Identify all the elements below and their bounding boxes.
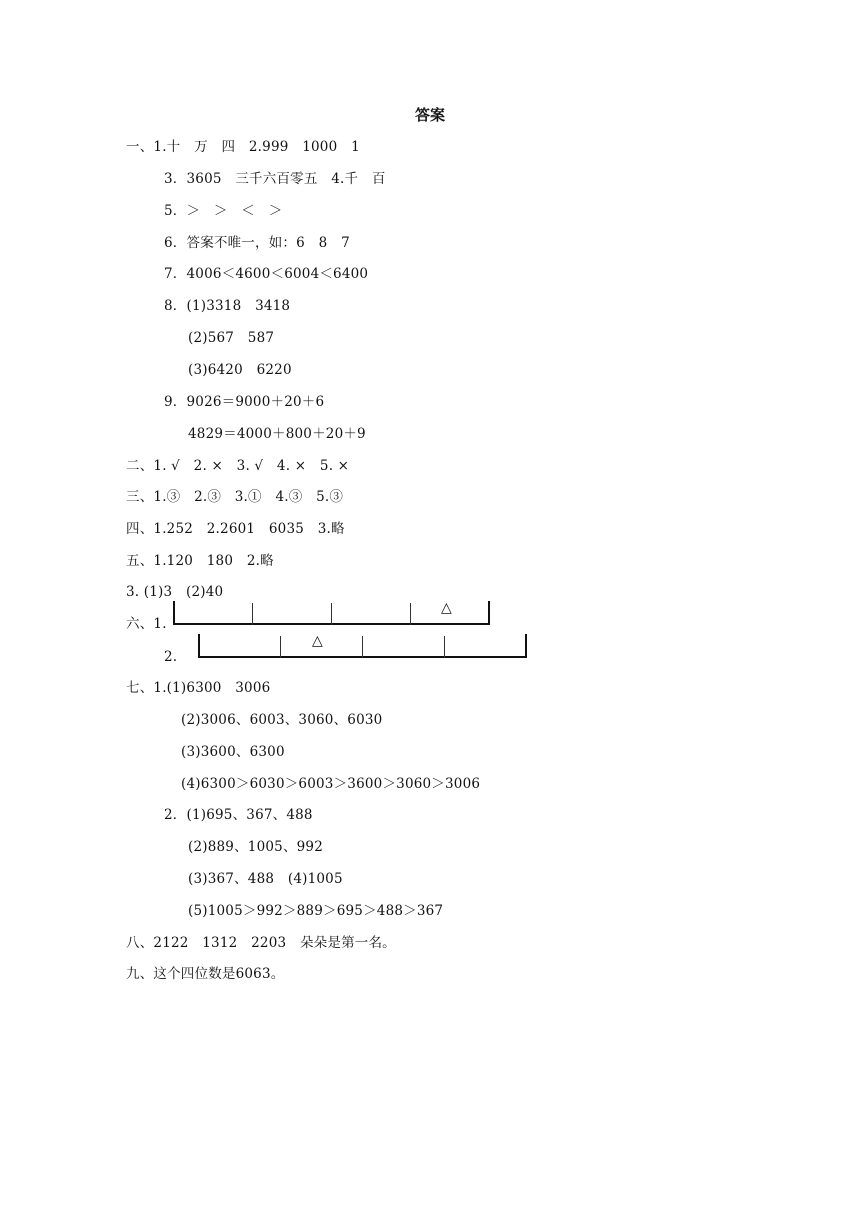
answer-line: 8．(1)3318 3418 xyxy=(164,298,291,314)
answer-line: 二、1. √ 2. × 3. √ 4. × 5. × xyxy=(126,458,350,474)
number-line-end xyxy=(488,601,490,625)
answer-line: (4)6300＞6030＞6003＞3600＞3060＞3006 xyxy=(181,776,481,792)
number-line-end xyxy=(198,634,200,658)
answer-line: (3)6420 6220 xyxy=(188,362,292,378)
number-line-tick xyxy=(331,603,332,625)
number-line-tick xyxy=(362,636,363,658)
answer-line: 3．3605 三千六百零五 4.千 百 xyxy=(164,171,386,187)
answer-line: 四、1.252 2.2601 6035 3.略 xyxy=(126,521,345,537)
answer-line: 4829＝4000＋800＋20＋9 xyxy=(188,426,366,442)
answer-line: (2)567 587 xyxy=(188,330,275,346)
answer-line: 八、2122 1312 2203 朵朵是第一名。 xyxy=(126,935,396,951)
answer-line: 五、1.120 180 2.略 xyxy=(126,553,274,569)
number-line-end xyxy=(173,601,175,625)
page-title: 答案 xyxy=(414,106,445,124)
answer-line: 九、这个四位数是6063。 xyxy=(126,966,285,982)
number-line-1 xyxy=(173,601,490,625)
answer-line: (2)3006、6003、3060、6030 xyxy=(181,712,383,728)
number-line-tick xyxy=(444,636,445,658)
answer-line: (5)1005＞992＞889＞695＞488＞367 xyxy=(188,903,444,919)
answer-line: 三、1.③ 2.③ 3.① 4.③ 5.③ xyxy=(126,489,344,505)
answer-line: (2)889、1005、992 xyxy=(188,839,324,855)
answer-line: 2．(1)695、367、488 xyxy=(164,807,313,823)
triangle-marker: △ xyxy=(312,633,323,649)
answer-line: 5．＞ ＞ ＜ ＞ xyxy=(164,203,283,219)
number-line-tick xyxy=(280,636,281,658)
answer-line: 6．答案不唯一，如：6 8 7 xyxy=(164,235,350,251)
number-line-tick xyxy=(410,603,411,625)
answer-line: 一、1.十 万 四 2.999 1000 1 xyxy=(126,139,360,155)
triangle-marker: △ xyxy=(441,600,452,616)
answer-line: 9．9026＝9000＋20＋6 xyxy=(164,394,325,410)
answer-line: 七、1.(1)6300 3006 xyxy=(126,680,271,696)
answer-line: 六、1. xyxy=(126,616,167,632)
answer-line: 7．4006＜4600＜6004＜6400 xyxy=(164,266,369,282)
answer-line: (3)3600、6300 xyxy=(181,744,285,760)
answer-line: 3. (1)3 (2)40 xyxy=(126,584,224,600)
number-line-end xyxy=(525,634,527,658)
answer-line: 2. xyxy=(164,649,178,665)
answer-line: (3)367、488 (4)1005 xyxy=(188,871,343,887)
number-line-2 xyxy=(198,634,527,658)
number-line-tick xyxy=(252,603,253,625)
